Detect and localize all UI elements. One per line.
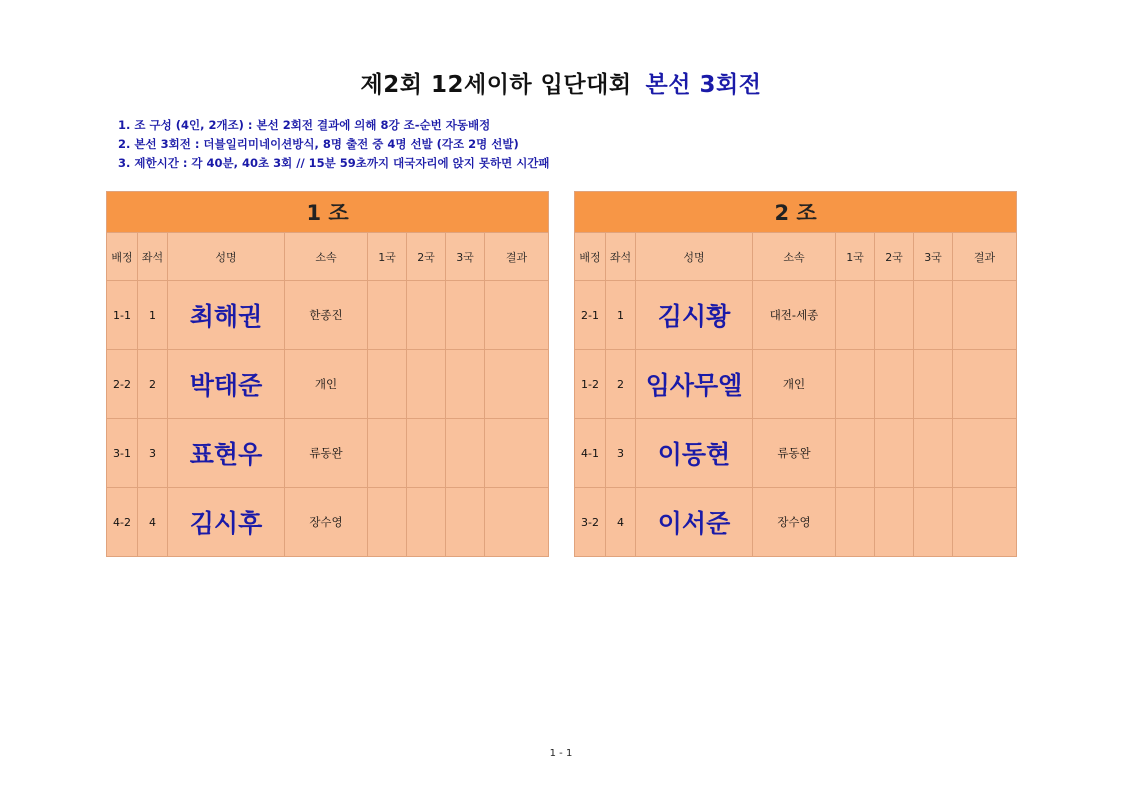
result-cell [953,350,1017,419]
seat-cell: 3 [138,419,168,488]
affiliation-cell: 개인 [285,350,368,419]
affiliation-cell: 류동완 [753,419,836,488]
result-cell [953,488,1017,557]
game2-cell [875,488,914,557]
result-cell [485,350,549,419]
game3-cell [914,281,953,350]
seed-cell: 2-2 [107,350,138,419]
seed-cell: 4-1 [575,419,606,488]
seat-cell: 4 [606,488,636,557]
result-cell [953,419,1017,488]
player-name: 표현우 [168,419,285,488]
col-header-name: 성명 [168,233,285,281]
game2-cell [407,281,446,350]
seat-cell: 2 [138,350,168,419]
game3-cell [914,488,953,557]
note-line: 3. 제한시간 : 각 40분, 40초 3회 // 15분 59초까지 대국자리에 앉지 못하면 시간패 [118,156,550,170]
game2-cell [407,419,446,488]
table-row [575,419,1017,488]
result-cell [485,281,549,350]
table-row [107,419,549,488]
game2-cell [875,281,914,350]
game2-cell [875,350,914,419]
seat-cell: 3 [606,419,636,488]
game1-cell [836,350,875,419]
result-cell [485,488,549,557]
col-header-game2: 2국 [407,233,446,281]
page-title [0,66,1122,99]
player-name: 이서준 [636,488,753,557]
seed-cell: 3-2 [575,488,606,557]
seed-cell: 2-1 [575,281,606,350]
page-number: 1 - 1 [549,748,573,759]
seed-cell: 4-2 [107,488,138,557]
col-header-result: 결과 [485,233,549,281]
group-table-1 [106,191,549,557]
affiliation-cell: 장수영 [753,488,836,557]
game2-cell [407,488,446,557]
table-row [107,281,549,350]
table-row [575,281,1017,350]
group-label: 1 조 [107,192,549,233]
seat-cell: 1 [138,281,168,350]
affiliation-cell: 장수영 [285,488,368,557]
col-header-game1: 1국 [836,233,875,281]
seat-cell: 2 [606,350,636,419]
title-accent: 본선 3회전 [645,72,762,98]
table-row [575,488,1017,557]
group-table-2 [574,191,1017,557]
game3-cell [446,350,485,419]
notes-block [118,116,550,173]
col-header-seed: 배정 [107,233,138,281]
game1-cell [368,281,407,350]
affiliation-cell: 개인 [753,350,836,419]
seat-cell: 1 [606,281,636,350]
player-name: 김시후 [168,488,285,557]
col-header-seat: 좌석 [138,233,168,281]
affiliation-cell: 한종진 [285,281,368,350]
player-name: 김시황 [636,281,753,350]
col-header-game2: 2국 [875,233,914,281]
col-header-game1: 1국 [368,233,407,281]
table-row [107,488,549,557]
col-header-affiliation: 소속 [285,233,368,281]
game3-cell [446,281,485,350]
group-label: 2 조 [575,192,1017,233]
col-header-affiliation: 소속 [753,233,836,281]
game2-cell [875,419,914,488]
affiliation-cell: 류동완 [285,419,368,488]
player-name: 최해권 [168,281,285,350]
note-line: 2. 본선 3회전 : 더블일리미네이션방식, 8명 출전 중 4명 선발 (각조 2명 선발) [118,137,519,151]
col-header-game3: 3국 [914,233,953,281]
game2-cell [407,350,446,419]
note-line: 1. 조 구성 (4인, 2개조) : 본선 2회전 결과에 의해 8강 조-순번 자동배정 [118,118,491,132]
col-header-seed: 배정 [575,233,606,281]
table-row [575,350,1017,419]
game1-cell [368,419,407,488]
game3-cell [914,419,953,488]
seed-cell: 3-1 [107,419,138,488]
result-cell [953,281,1017,350]
game1-cell [368,350,407,419]
seed-cell: 1-2 [575,350,606,419]
game3-cell [446,419,485,488]
col-header-name: 성명 [636,233,753,281]
col-header-result: 결과 [953,233,1017,281]
game1-cell [368,488,407,557]
affiliation-cell: 대전-세종 [753,281,836,350]
col-header-game3: 3국 [446,233,485,281]
title-main: 제2회 12세이하 입단대회 [360,72,632,98]
game3-cell [446,488,485,557]
game1-cell [836,488,875,557]
game1-cell [836,281,875,350]
player-name: 임사무엘 [636,350,753,419]
game1-cell [836,419,875,488]
player-name: 이동현 [636,419,753,488]
col-header-seat: 좌석 [606,233,636,281]
game3-cell [914,350,953,419]
seat-cell: 4 [138,488,168,557]
table-row [107,350,549,419]
player-name: 박태준 [168,350,285,419]
result-cell [485,419,549,488]
seed-cell: 1-1 [107,281,138,350]
